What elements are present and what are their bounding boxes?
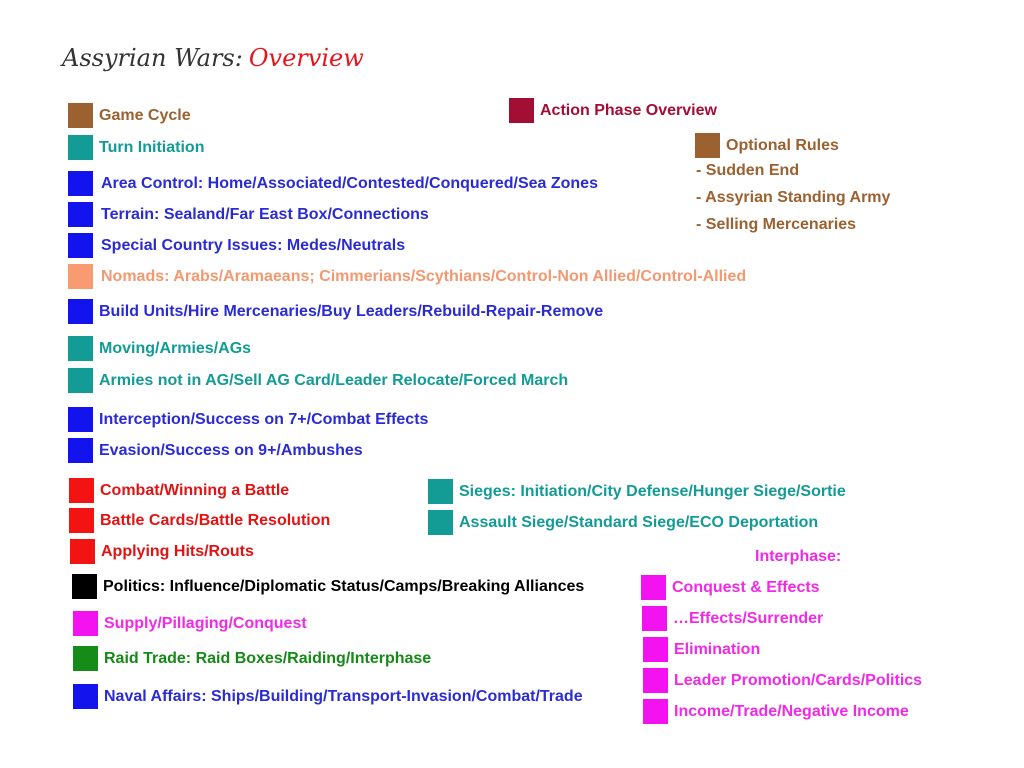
title-prefix: Assyrian Wars:: [62, 44, 243, 72]
link-label: Elimination: [674, 640, 761, 658]
blue-square-icon: [68, 233, 93, 258]
link-sieges[interactable]: [428, 479, 846, 504]
link-build-units[interactable]: [68, 299, 603, 324]
magenta-square-icon: [643, 637, 668, 662]
link-label: Naval Affairs: Ships/Building/Transport-Invasion/Combat/Trade: [104, 687, 583, 705]
optional-rule-selling-mercenaries[interactable]: - Selling Mercenaries: [696, 216, 857, 233]
link-label: Optional Rules: [726, 136, 839, 154]
brown-square-icon: [695, 133, 720, 158]
link-label: Leader Promotion/Cards/Politics: [674, 671, 923, 689]
teal-square-icon: [68, 336, 93, 361]
link-label: Combat/Winning a Battle: [100, 481, 290, 499]
link-interception[interactable]: [68, 407, 428, 432]
red-square-icon: [69, 478, 94, 503]
page-title: [62, 44, 364, 72]
link-turn-initiation[interactable]: [68, 135, 204, 160]
link-label: Conquest & Effects: [672, 578, 820, 596]
link-label: Supply/Pillaging/Conquest: [104, 614, 307, 632]
link-politics[interactable]: [72, 574, 584, 599]
magenta-square-icon: [642, 606, 667, 631]
link-optional-rules[interactable]: [695, 133, 839, 158]
link-label: Interception/Success on 7+/Combat Effects: [99, 410, 429, 428]
title-accent: Overview: [248, 44, 364, 72]
magenta-square-icon: [643, 699, 668, 724]
optional-rule-sudden-end[interactable]: - Sudden End: [696, 162, 800, 179]
red-square-icon: [70, 539, 95, 564]
blue-square-icon: [68, 299, 93, 324]
link-applying-hits[interactable]: [70, 539, 254, 564]
magenta-square-icon: [641, 575, 666, 600]
link-label: Area Control: Home/Associated/Contested/Conquered/Sea Zones: [101, 174, 598, 192]
teal-square-icon: [68, 135, 93, 160]
interphase-heading: Interphase:: [755, 548, 842, 565]
link-nomads[interactable]: [68, 264, 746, 289]
link-label: Terrain: Sealand/Far East Box/Connections: [101, 205, 429, 223]
link-label: …Effects/Surrender: [673, 609, 824, 627]
link-elimination[interactable]: [643, 637, 760, 662]
magenta-square-icon: [73, 611, 98, 636]
link-effects-surrender[interactable]: [642, 606, 823, 631]
link-terrain[interactable]: [68, 202, 429, 227]
blue-square-icon: [68, 202, 93, 227]
link-label: Turn Initiation: [99, 138, 205, 156]
optional-rule-standing-army[interactable]: - Assyrian Standing Army: [696, 189, 891, 206]
brown-square-icon: [68, 103, 93, 128]
link-area-control[interactable]: [68, 171, 598, 196]
black-square-icon: [72, 574, 97, 599]
link-label: Game Cycle: [99, 106, 191, 124]
link-action-phase-overview[interactable]: [509, 98, 717, 123]
link-label: Sieges: Initiation/City Defense/Hunger Siege/Sortie: [459, 482, 846, 500]
salmon-square-icon: [68, 264, 93, 289]
link-label: Politics: Influence/Diplomatic Status/Camps/Breaking Alliances: [103, 577, 585, 595]
link-raid-trade[interactable]: [73, 646, 431, 671]
crimson-square-icon: [509, 98, 534, 123]
teal-square-icon: [68, 368, 93, 393]
blue-square-icon: [68, 438, 93, 463]
link-label: Applying Hits/Routs: [101, 542, 254, 560]
teal-square-icon: [428, 510, 453, 535]
link-label: Nomads: Arabs/Aramaeans; Cimmerians/Scythians/Control-Non Allied/Control-Allied: [101, 267, 747, 285]
link-battle-cards[interactable]: [69, 508, 330, 533]
link-armies-not-in-ag[interactable]: [68, 368, 568, 393]
teal-square-icon: [428, 479, 453, 504]
link-leader-promotion[interactable]: [643, 668, 922, 693]
blue-square-icon: [68, 171, 93, 196]
green-square-icon: [73, 646, 98, 671]
link-supply[interactable]: [73, 611, 307, 636]
red-square-icon: [69, 508, 94, 533]
link-special-country[interactable]: [68, 233, 405, 258]
link-label: Armies not in AG/Sell AG Card/Leader Relocate/Forced March: [99, 371, 569, 389]
link-label: Raid Trade: Raid Boxes/Raiding/Interphase: [104, 649, 432, 667]
link-label: Assault Siege/Standard Siege/ECO Deportation: [459, 513, 819, 531]
link-evasion[interactable]: [68, 438, 363, 463]
link-label: Build Units/Hire Mercenaries/Buy Leaders/Rebuild-Repair-Remove: [99, 302, 604, 320]
link-label: Evasion/Success on 9+/Ambushes: [99, 441, 363, 459]
blue-square-icon: [68, 407, 93, 432]
link-assault-siege[interactable]: [428, 510, 818, 535]
link-moving[interactable]: [68, 336, 251, 361]
blue-square-icon: [73, 684, 98, 709]
link-label: Action Phase Overview: [540, 101, 717, 119]
link-conquest-effects[interactable]: [641, 575, 820, 600]
link-combat[interactable]: [69, 478, 289, 503]
link-income-trade[interactable]: [643, 699, 909, 724]
link-label: Special Country Issues: Medes/Neutrals: [101, 236, 406, 254]
link-naval-affairs[interactable]: [73, 684, 583, 709]
magenta-square-icon: [643, 668, 668, 693]
link-label: Battle Cards/Battle Resolution: [100, 511, 331, 529]
link-label: Moving/Armies/AGs: [99, 339, 252, 357]
link-label: Income/Trade/Negative Income: [674, 702, 909, 720]
link-game-cycle[interactable]: [68, 103, 191, 128]
